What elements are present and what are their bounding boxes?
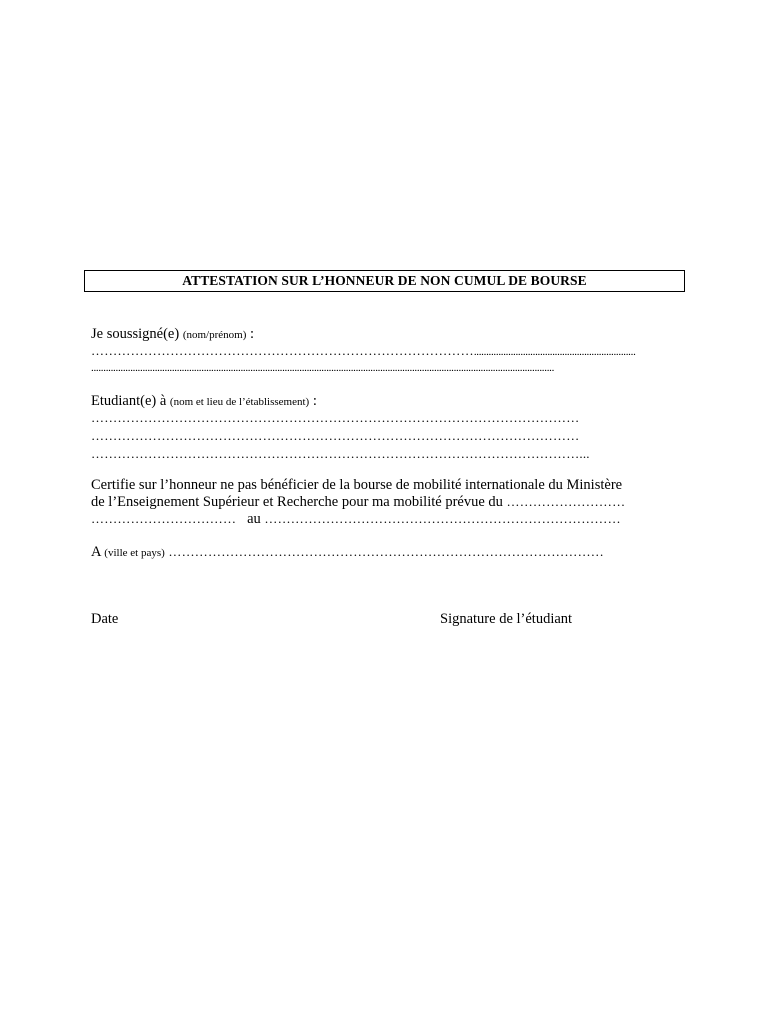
soussigne-label-line — [91, 326, 678, 343]
lieu-label: A — [91, 544, 101, 560]
certifie-line-1: Certifie sur l’honneur ne pas bénéficier de la bourse de mobilité internationale du Ministère — [91, 477, 623, 493]
date-debut-field-cont[interactable]: …………………………… — [91, 511, 237, 526]
date-debut-field[interactable]: ……………………… — [506, 494, 626, 509]
etudiant-label-line — [91, 393, 678, 410]
etudiant-label: Etudiant(e) à — [91, 393, 167, 409]
etudiant-dots-2: ………………………………………………………………………………………………… — [91, 428, 580, 443]
signature-label: Signature de l’étudiant — [440, 611, 573, 627]
soussigne-hint: (nom/prénom) — [182, 329, 247, 341]
soussigne-dots-periods: .................................................................. — [473, 346, 636, 358]
lieu-field[interactable]: ……………………………………………………………………………………… — [168, 544, 605, 559]
etudiant-field-2[interactable] — [91, 428, 678, 445]
etudiant-field-3[interactable] — [91, 446, 678, 463]
certifie-line-2-text: de l’Enseignement Supérieur et Recherche pour ma mobilité prévue du — [91, 494, 507, 510]
soussigne-dots-line2: ............................................................................................................................................................................................. — [91, 362, 555, 374]
date-label: Date — [91, 611, 119, 627]
document-title: ATTESTATION SUR L’HONNEUR DE NON CUMUL DE BOURSE — [84, 270, 685, 292]
etudiant-field-1[interactable] — [91, 410, 678, 427]
etudiant-hint: (nom et lieu de l’établissement) — [169, 396, 310, 408]
etudiant-dots-1: ………………………………………………………………………………………………… — [91, 410, 580, 425]
certifie-line-2 — [91, 494, 678, 510]
etudiant-colon: : — [309, 393, 317, 409]
soussigne-label: Je soussigné(e) — [91, 326, 180, 342]
date-fin-field[interactable]: ……………………………………………………………………… — [264, 511, 621, 526]
certifie-line-3 — [91, 511, 678, 527]
etudiant-dots-3: …………………………………………………………………………………………………... — [91, 446, 590, 461]
lieu-hint: (ville et pays) — [104, 547, 165, 559]
soussigne-dots-ellipsis: …………………………………………………………………………… — [91, 343, 474, 358]
au-label: au — [236, 511, 265, 527]
lieu-line — [91, 544, 678, 561]
soussigne-colon: : — [246, 326, 255, 342]
soussigne-field-1[interactable] — [91, 343, 678, 360]
soussigne-field-2[interactable] — [91, 360, 678, 376]
